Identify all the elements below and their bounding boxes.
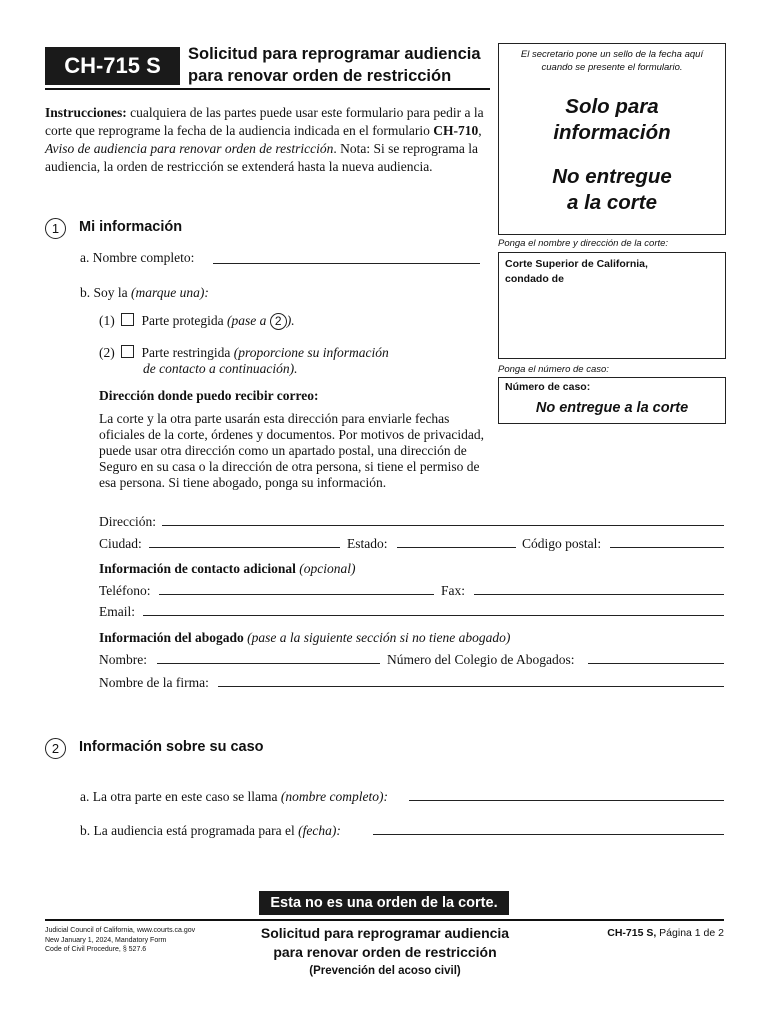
other-party-label: La otra parte en este caso se llama <box>92 789 281 804</box>
zip-field[interactable] <box>610 547 724 548</box>
footer-rule <box>45 919 724 921</box>
hearing-date-hint: (fecha): <box>298 823 341 838</box>
info-only-stamp <box>499 94 725 146</box>
form-title-line1: Solicitud para reprogramar audiencia <box>188 45 481 63</box>
section1-number: 1 <box>45 218 66 239</box>
section2-heading <box>45 738 264 759</box>
instructions-label: Instrucciones: <box>45 105 127 120</box>
instructions-form-ref: CH-710 <box>433 123 479 138</box>
email-label: Email: <box>99 604 135 619</box>
form-title <box>188 43 493 87</box>
instructions-comma: , <box>478 123 482 138</box>
section2-number: 2 <box>45 738 66 759</box>
hearing-date-letter: b. <box>80 823 91 838</box>
clerk-note-line1: El secretario pone un sello de la fecha aquí <box>520 49 704 60</box>
footer-title-line2: para renovar orden de restricción <box>273 944 497 960</box>
footer-title-line1: Solicitud para reprogramar audiencia <box>260 925 510 941</box>
footer-form-code: CH-715 S, <box>607 927 657 939</box>
do-not-file-line1: No entregue <box>552 165 672 188</box>
court-name-line2: condado de <box>505 273 564 285</box>
do-not-file-stamp <box>499 164 725 216</box>
hearing-date-field[interactable] <box>373 834 724 835</box>
city-field[interactable] <box>149 547 340 548</box>
full-name-field[interactable] <box>213 263 480 264</box>
other-party-field[interactable] <box>409 800 724 801</box>
case-number-label: Número de caso: <box>505 381 591 393</box>
clerk-note <box>499 48 725 74</box>
address-label: Dirección: <box>99 514 156 529</box>
other-party-row <box>80 789 388 805</box>
case-number-box[interactable] <box>498 377 726 424</box>
header-rule <box>45 88 490 90</box>
footer-page <box>607 927 724 939</box>
hearing-date-row <box>80 823 341 839</box>
party-type-label: Soy la <box>93 285 132 300</box>
phone-label: Teléfono: <box>99 583 151 598</box>
lawyer-name-field[interactable] <box>157 663 380 664</box>
party-type-hint: (marque una): <box>131 285 209 300</box>
footer-left-line2: New January 1, 2024, Mandatory Form <box>45 936 167 944</box>
fax-field[interactable] <box>474 594 724 595</box>
full-name-label: Nombre completo: <box>92 250 195 265</box>
restrained-party-checkbox[interactable] <box>121 345 134 358</box>
case-number-stamp: No entregue a la corte <box>535 400 689 416</box>
form-code-badge: CH-715 S <box>45 47 180 85</box>
state-label: Estado: <box>347 536 388 551</box>
contact-heading <box>99 561 356 577</box>
party-type-row <box>80 285 209 301</box>
footer-page-number: Página 1 de 2 <box>656 927 724 939</box>
firm-name-field[interactable] <box>218 686 724 687</box>
protected-party-num: (1) <box>99 313 115 328</box>
address-field[interactable] <box>162 525 724 526</box>
court-box[interactable] <box>498 252 726 359</box>
restrained-party-hint1: (proporcione su información <box>233 345 389 360</box>
section2-title: Información sobre su caso <box>79 739 264 755</box>
footer-left-line3: Code of Civil Procedure, § 527.6 <box>45 946 147 953</box>
footer-left <box>45 926 195 955</box>
protected-party-hint-pre: (pase a <box>226 313 270 328</box>
bar-number-label: Número del Colegio de Abogados: <box>387 652 575 667</box>
form-title-line2: para renovar orden de restricción <box>188 67 452 85</box>
section2-ref-badge: 2 <box>270 313 287 330</box>
protected-party-label: Parte protegida <box>141 313 227 328</box>
clerk-note-line2: cuando se presente el formulario. <box>541 62 683 73</box>
party-type-letter: b. <box>80 285 91 300</box>
zip-label: Código postal: <box>522 536 602 551</box>
lawyer-name-label: Nombre: <box>99 652 147 667</box>
lawyer-heading-text: Información del abogado <box>99 630 244 645</box>
court-name-line1: Corte Superior de California, <box>505 258 648 270</box>
full-name-letter: a. <box>80 250 90 265</box>
do-not-file-line2: a la corte <box>566 191 658 214</box>
restrained-party-label: Parte restringida <box>141 345 234 360</box>
mail-address-heading: Dirección donde puedo recibir correo: <box>99 388 319 403</box>
state-field[interactable] <box>397 547 516 548</box>
protected-party-option <box>99 313 295 330</box>
restrained-party-num: (2) <box>99 345 115 360</box>
email-field[interactable] <box>143 615 724 616</box>
court-name <box>505 257 648 287</box>
footer-title <box>235 924 535 981</box>
mail-address-paragraph: La corte y la otra parte usarán esta dirección para enviarle fechas oficiales de la corte, órdenes y documentos. Por motivos de privacidad, puede usar otra dirección como un apartado postal, una dirección de Seguro en su casa o la dirección de otra persona, si tiene el permiso de esa persona. Si tiene abogado, ponga su información. <box>99 411 485 490</box>
clerk-stamp-box <box>498 43 726 235</box>
instructions-text1: cualquiera de las partes puede usar este formulario para pedir a la corte que reprograme la fecha de la audiencia indicada en el formulario <box>45 105 484 138</box>
other-party-hint: (nombre completo): <box>280 789 388 804</box>
hearing-date-label: La audiencia está programada para el <box>93 823 299 838</box>
section1-title: Mi información <box>79 219 183 235</box>
footer-left-line1: Judicial Council of California, www.courts.ca.gov <box>45 927 196 934</box>
other-party-letter: a. <box>80 789 90 804</box>
bar-number-field[interactable] <box>588 663 724 664</box>
restrained-party-option <box>99 345 389 361</box>
court-box-caption: Ponga el nombre y dirección de la corte: <box>498 238 669 249</box>
instructions-text2: . Nota: Si se reprograma la audiencia, la orden de restricción se extenderá hasta la nueva audiencia. <box>45 141 479 174</box>
case-box-caption: Ponga el número de caso: <box>498 364 609 375</box>
contact-heading-text: Información de contacto adicional <box>99 561 296 576</box>
protected-party-hint-post: ). <box>286 313 295 328</box>
instructions <box>45 104 487 176</box>
full-name-row <box>80 250 194 266</box>
not-court-order-banner: Esta no es una orden de la corte. <box>259 891 509 915</box>
restrained-party-hint2: de contacto a continuación). <box>143 361 298 376</box>
protected-party-checkbox[interactable] <box>121 313 134 326</box>
contact-heading-hint: (opcional) <box>295 561 356 576</box>
footer-subtitle: (Prevención del acoso civil) <box>309 965 461 977</box>
fax-label: Fax: <box>441 583 466 598</box>
city-label: Ciudad: <box>99 536 142 551</box>
lawyer-heading-hint: (pase a la siguiente sección si no tiene abogado) <box>243 630 511 645</box>
info-only-line1: Solo para <box>565 95 659 118</box>
phone-field[interactable] <box>159 594 434 595</box>
info-only-line2: información <box>553 121 671 144</box>
lawyer-heading <box>99 630 510 646</box>
section1-heading <box>45 218 182 239</box>
firm-name-label: Nombre de la firma: <box>99 675 209 690</box>
instructions-form-title: Aviso de audiencia para renovar orden de restricción <box>45 141 334 156</box>
